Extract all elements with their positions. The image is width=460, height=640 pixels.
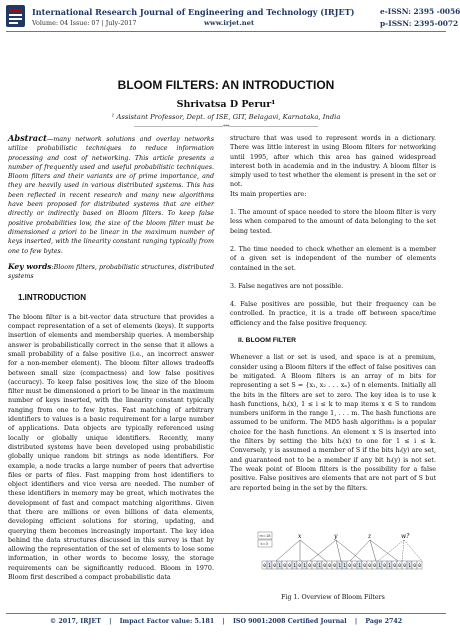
bit-value: 0 [323,564,327,569]
bit-value: 0 [263,564,267,569]
journal-header [0,0,460,34]
footer-divider [6,613,446,614]
bit-value: 0 [333,564,337,569]
figure-label-z: z [368,533,372,540]
bit-value: 1 [358,564,362,569]
page-footer [0,618,452,625]
right-column [230,134,436,497]
keywords [8,262,214,282]
footer-page-number: Page 2742 [365,618,403,625]
header-divider [6,31,446,32]
bit-value: 0 [298,564,302,569]
bit-value: 0 [383,564,387,569]
volume-issue: Volume: 04 Issue: 07 | July-2017 [32,19,137,27]
paper-title: BLOOM FILTERS: AN INTRODUCTION [117,78,335,92]
bit-value: 0 [363,564,367,569]
abstract-label: Abstract [8,133,47,143]
property-3: 3. False negatives are not possible. [230,282,344,290]
footer-copyright: © 2017, IRJET [49,618,101,625]
bit-value: 0 [418,564,422,569]
bloom-filter-figure [258,532,428,588]
continued-text: structure that was used to represent words in a dictionary. There was little interest in using Bloom filters for networking until 1995, after which this area has gained widespread interest both in academia and in the industry. A bloom filter is simply used to test whether the element is present in the set or not. [230,135,436,189]
section2-text: Whenever a list or set is used, and space is at a premium, consider using a Bloom filters if the effect of false positives can be mitigated. A Bloom filters is an array of m bits for representing a set S = {x₁, x₂ . . . xₙ} of n elements. Initially all the bits in the filters are set to zero. The key idea is to use k hash functions, hᵢ(x), 1 ≤ i ≤ k to map items x ∈ S to random numbers uniform in the range 1, . . . m. The hash functions are assumed to be uniform. The MD5 hash algorithm₁ is a popular choice for the hash functions. An element x S is inserted into the filters by setting the bits hᵢ(x) to one for 1 ≤ i ≤ k. Conversely, y is assumed a member of S if the bits hᵢ(y) are set, and guaranteed not to be a member if any bit hᵢ(y) is not set. The weak point of Bloom filters is the possibility for a false positive. False positives are elements that are not part of S but are reported being in the set by the filters. [230,354,436,492]
bit-array [262,561,422,569]
figure-side-label-2: k=3 [260,542,268,546]
abstract-text: —many network solutions and overlay networks utilize probabilistic techniques to reduce information processing and cost of networking. This article presents a number of frequently used and useful probabilistic techniques. Bloom filters and their variants are of prime importance, and they are heavily used in various distributed systems. This has been reflected in recent research and many new algorithms have been proposed for distributed systems that are either directly or indirectly based on Bloom filters. To keep false positive probabilities low, the size of the bloom filter must be dimensioned a priori to be linear in the maximum number of keys inserted, with the linearity constant ranging typically from one to few bytes. [8,136,214,255]
bit-value: 1 [338,564,342,569]
bit-value: 1 [293,564,297,569]
journal-website-link[interactable]: www.irjet.net [204,19,255,27]
bit-value: 0 [398,564,402,569]
bit-value: 0 [348,564,352,569]
bit-value: 1 [388,564,392,569]
bit-value: 0 [283,564,287,569]
bit-value: 1 [278,564,282,569]
eissn: e-ISSN: 2395 -0056 [380,7,460,16]
property-2: 2. The time needed to check whether an element is a member of a given set is independent of the number of elements contained in the set. [230,245,436,272]
bit-value: 1 [303,564,307,569]
footer-divider-1: | [109,618,112,625]
pissn: p-ISSN: 2395-0072 [380,19,459,28]
keywords-label: Key words [8,261,52,271]
bit-value: 0 [413,564,417,569]
bit-value: 0 [368,564,372,569]
bit-value: 1 [318,564,322,569]
paper-author: Shrivatsa D Perur¹ [176,99,276,110]
figure-label-x: x [298,533,302,540]
bit-value: 0 [328,564,332,569]
bit-value: 0 [308,564,312,569]
intro-text: The bloom filter is a bit-vector data structure that provides a compact representation of a set of elements (keys). It supports insertion of elements and membership queries. A membership answer is probabilistically correct in the sense that it allows a small probability of a false positive (i.e., an incorrect answer for a non-member element). The bloom filter allows tradeoffs between small size (compactness) and low false positives (accuracy). To keep false positives low, the size of the bloom filter must be dimensioned a priori to be linear in the maximum number of keys inserted, with the linearity constant typically ranging from one to few bytes. Fast matching of arbitrary identifiers to values is a basic requirement for a large number of applications. Data objects are typically referenced using locally or globally unique identifiers. Recently, many distributed systems have been developed using probabilistic globally unique random bit strings as node identifiers. For example, a node tracks a large number of peers that advertise files or parts of files. Fast mapping from host identifiers to object identifiers and vice versa are needed. The number of these identifiers in memory may be great, which motivates the development of fast and compact matching algorithms. Given that there are millions or even billions of data elements, developing efficient solutions for storing, updating, and querying them becomes increasingly important. The key idea behind the data structures discussed in this survey is that by allowing the representation of the set of elements to lose some information, in other words to become lossy, the storage requirements can be significantly reduced. Bloom in 1970. Bloom first described a compact probabilistic data [8,313,214,582]
abstract [8,134,214,256]
author-affiliation: ¹ Assistant Professor, Dept. of ISE, GIT, Belagavi, Karnataka, India [111,113,341,121]
keywords-text: :Bloom filters, probabilistic structures, distributed systems [8,263,215,281]
bit-value: 0 [403,564,407,569]
bit-value: 0 [393,564,397,569]
bit-value: 0 [373,564,377,569]
left-column [8,134,214,586]
section-separator: ---------------------------------------------------------------------***--------------------------------------------------------------------- [133,124,319,130]
bit-value: 0 [313,564,317,569]
property-1: 1. The amount of space needed to store the bloom filter is very less when compared to the amount of data belonging to the set being tested. [230,209,436,235]
section2-heading: II. BLOOM FILTER [238,337,297,345]
journal-title: International Research Journal of Engineering and Technology (IRJET) [32,7,355,17]
bit-value: 1 [268,564,272,569]
footer-divider-3: | [354,618,358,625]
bit-value: 1 [378,564,382,569]
bit-value: 0 [288,564,292,569]
bit-value: 1 [343,564,347,569]
figure-caption: Fig 1. Overview of Bloom Filters [281,594,385,601]
properties-intro: Its main properties are: [230,190,307,198]
intro-heading: 1.INTRODUCTION [18,293,86,303]
figure-side-label-1: m=18 [259,534,271,538]
figure-label-w: w? [401,533,410,540]
bit-value: 0 [273,564,277,569]
footer-divider-2: | [222,618,225,625]
property-4: 4. False positives are possible, but their frequency can be controlled. In practice, it is a trade off between space/time efficiency and the false positive frequency. [230,301,436,327]
footer-impact-factor: Impact Factor value: 5.181 [119,618,215,625]
bit-value: 1 [408,564,412,569]
footer-iso: ISO 9001:2008 Certified Journal [232,618,347,625]
hash-arrows [276,540,422,561]
bit-value: 0 [353,564,357,569]
figure-label-y: y [334,533,338,540]
irjet-logo-icon [5,4,26,28]
